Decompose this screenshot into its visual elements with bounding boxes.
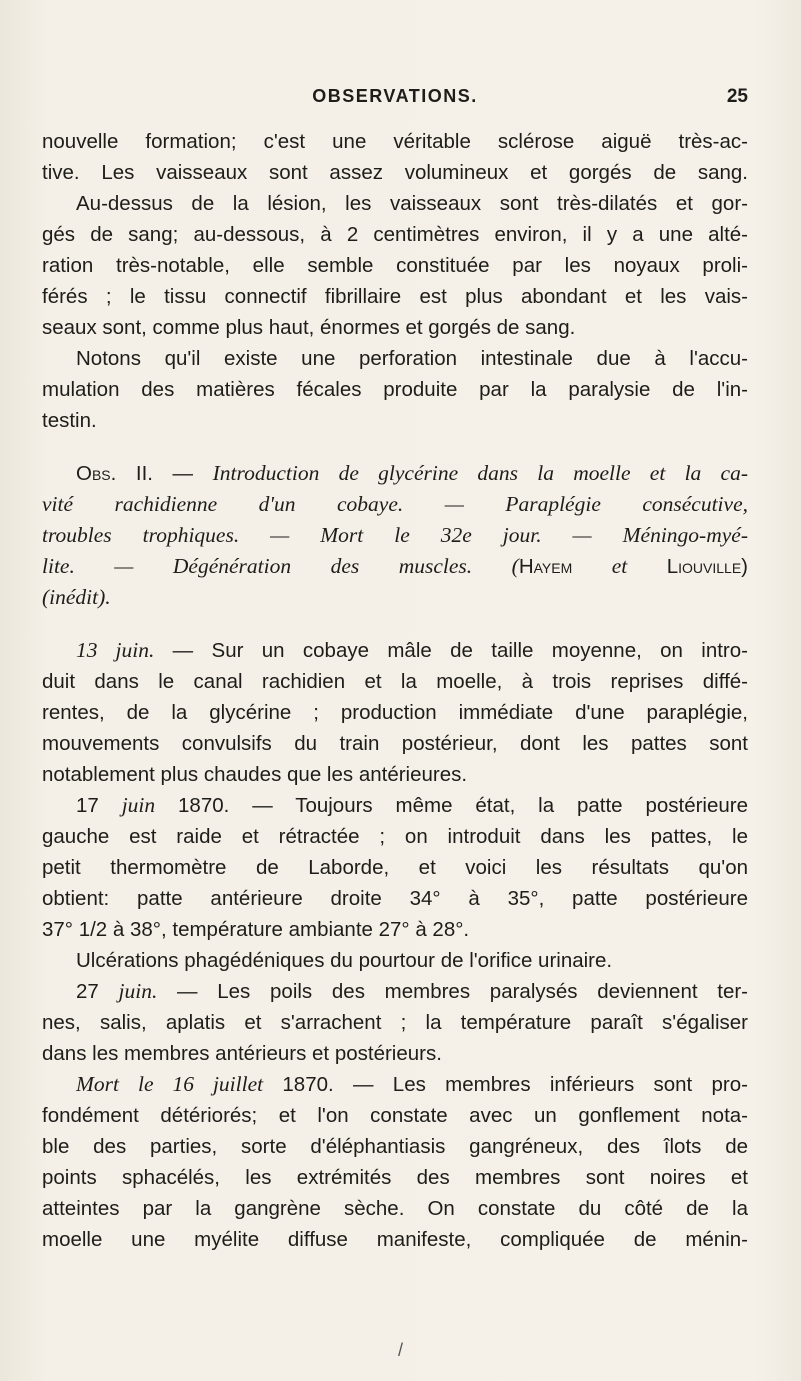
- text-line: seaux sont, comme plus haut, énormes et gorgés de sang.: [42, 316, 576, 339]
- text-line: moelle une myélite diffuse manifeste, compliquée de ménin-: [42, 1228, 748, 1251]
- observation-heading-line: [42, 458, 748, 489]
- body-text: [42, 126, 748, 1255]
- running-head: [42, 86, 748, 116]
- text-fragment: 17: [76, 794, 122, 817]
- paragraph-june-27: [42, 976, 748, 1069]
- paragraph-ulcerations: [42, 945, 748, 976]
- text-line: ble des parties, sorte d'éléphantiasis gangréneux, des îlots de: [42, 1135, 748, 1158]
- text-line: Notons qu'il existe une perforation intestinale due à l'accu-: [76, 347, 748, 370]
- entry-date: juin: [121, 793, 156, 817]
- text-line: petit thermomètre de Laborde, et voici les résultats qu'on: [42, 856, 748, 879]
- text-fragment: 27: [76, 980, 119, 1003]
- text-line: férés ; le tissu connectif fibrillaire est plus abondant et les vais-: [42, 285, 748, 308]
- paragraph-june-13: [42, 635, 748, 790]
- text-line: [42, 976, 748, 1007]
- entry-date: Mort le 16 juillet: [76, 1072, 264, 1096]
- text-fragment: 1870. — Les membres inférieurs sont pro-: [263, 1073, 748, 1096]
- text-line: Ulcérations phagédéniques du pourtour de l'orifice urinaire.: [76, 949, 613, 972]
- text-line: Au-dessus de la lésion, les vaisseaux sont très-dilatés et gor-: [76, 192, 748, 215]
- text-fragment: — Les poils des membres paralysés deviennent ter-: [157, 980, 748, 1003]
- observation-heading-line: (inédit).: [42, 585, 111, 609]
- text-line: [42, 1069, 748, 1100]
- text-line: mulation des matières fécales produite par la paralysie de l'in-: [42, 378, 748, 401]
- text-fragment: — Sur un cobaye mâle de taille moyenne, on intro-: [154, 639, 748, 662]
- text-line: testin.: [42, 409, 97, 432]
- text-line: gauche est raide et rétractée ; on introduit dans les pattes, le: [42, 825, 748, 848]
- conjunction: et: [572, 554, 667, 578]
- paragraph-lesion-description: [42, 126, 748, 436]
- stray-mark: /: [398, 1340, 404, 1360]
- text-line: 37° 1/2 à 38°, température ambiante 27° à 28°.: [42, 918, 470, 941]
- observation-heading-line: troubles trophiques. — Mort le 32e jour. — Méningo-myé-: [42, 523, 748, 547]
- observation-heading-line: [42, 551, 748, 582]
- text-line: tive. Les vaisseaux sont assez volumineux et gorgés de sang.: [42, 161, 748, 184]
- observation-heading-line: vité rachidienne d'un cobaye. — Paraplégie consécutive,: [42, 492, 748, 516]
- text-line: ration très-notable, elle semble constituée par les noyaux proli-: [42, 254, 748, 277]
- page-number: 25: [726, 86, 748, 107]
- obs-label: Obs. II. —: [76, 462, 213, 485]
- text-line: rentes, de la glycérine ; production immédiate d'une paraplégie,: [42, 701, 748, 724]
- text-line: nes, salis, aplatis et s'arrachent ; la température paraît s'égaliser: [42, 1011, 748, 1034]
- text-line: fondément détériorés; et l'on constate avec un gonflement nota-: [42, 1104, 748, 1127]
- text-line: atteintes par la gangrène sèche. On constate du côté de la: [42, 1197, 748, 1220]
- text-line: duit dans le canal rachidien et la moelle, à trois reprises diffé-: [42, 670, 748, 693]
- obs-subtitle: lite. — Dégénération des muscles. (: [42, 554, 519, 578]
- text-line: nouvelle formation; c'est une véritable sclérose aiguë très-ac-: [42, 130, 748, 153]
- text-line: mouvements convulsifs du train postérieur, dont les pattes sont: [42, 732, 748, 755]
- author-name: Liouville: [666, 555, 742, 578]
- entry-date: 13 juin.: [76, 638, 155, 662]
- text-line: obtient: patte antérieure droite 34° à 35°, patte postérieure: [42, 887, 748, 910]
- running-title: OBSERVATIONS.: [312, 86, 478, 106]
- text-line: dans les membres antérieurs et postérieurs.: [42, 1042, 442, 1065]
- closing-paren: ): [741, 555, 748, 578]
- text-line: points sphacélés, les extrémités des membres sont noires et: [42, 1166, 748, 1189]
- text-fragment: 1870. — Toujours même état, la patte postérieure: [155, 794, 749, 817]
- author-name: Hayem: [518, 555, 573, 578]
- observation-heading: [42, 458, 748, 613]
- text-line: [42, 635, 748, 666]
- text-line: [42, 790, 748, 821]
- text-line: gés de sang; au-dessous, à 2 centimètres environ, il y a une alté-: [42, 223, 748, 246]
- obs-title: Introduction de glycérine dans la moelle et la ca-: [212, 461, 748, 485]
- paragraph-death: [42, 1069, 748, 1255]
- text-line: notablement plus chaudes que les antérieures.: [42, 763, 468, 786]
- entry-date: juin.: [118, 979, 158, 1003]
- paragraph-june-17: [42, 790, 748, 945]
